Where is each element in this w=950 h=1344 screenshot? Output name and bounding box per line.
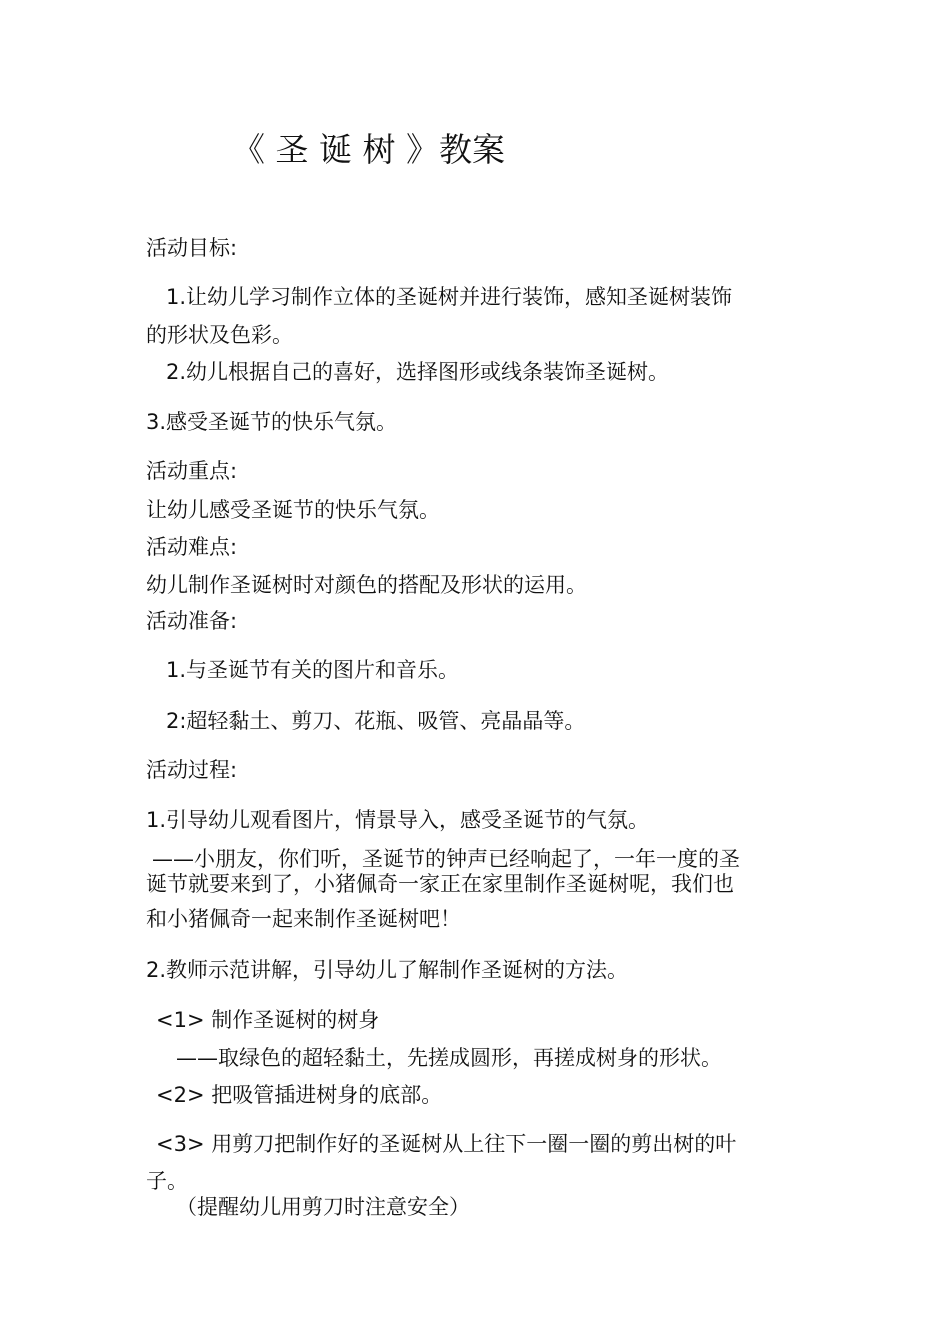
goal-item-3: 3.感受圣诞节的快乐气氛。 (146, 410, 398, 434)
key-point-heading: 活动重点: (146, 459, 238, 483)
preparation-heading: 活动准备: (146, 609, 238, 633)
preparation-item-1: 1.与圣诞节有关的图片和音乐。 (166, 658, 460, 682)
process-sub-step-1: <1> 制作圣诞树的树身 (156, 1008, 380, 1032)
process-sub-step-3-line-2: 子。 (146, 1169, 188, 1193)
preparation-item-2: 2:超轻黏土、剪刀、花瓶、吸管、亮晶晶等。 (166, 709, 586, 733)
process-heading: 活动过程: (146, 758, 238, 782)
process-sub-step-3-note: （提醒幼儿用剪刀时注意安全） (176, 1195, 470, 1219)
process-sub-step-2: <2> 把吸管插进树身的底部。 (156, 1083, 443, 1107)
goals-heading: 活动目标: (146, 236, 238, 260)
process-step-1: 1.引导幼儿观看图片，情景导入，感受圣诞节的气氛。 (146, 808, 650, 832)
difficulty-heading: 活动难点: (146, 535, 238, 559)
process-step-1-quote-line-3: 和小猪佩奇一起来制作圣诞树吧！ (146, 907, 461, 931)
goal-item-2: 2.幼儿根据自己的喜好，选择图形或线条装饰圣诞树。 (166, 360, 670, 384)
process-step-2: 2.教师示范讲解，引导幼儿了解制作圣诞树的方法。 (146, 958, 629, 982)
difficulty-text: 幼儿制作圣诞树时对颜色的搭配及形状的运用。 (146, 573, 587, 597)
process-sub-step-3-line-1: <3> 用剪刀把制作好的圣诞树从上往下一圈一圈的剪出树的叶 (156, 1132, 737, 1156)
process-step-1-quote-line-1: ——小朋友，你们听，圣诞节的钟声已经响起了，一年一度的圣 (152, 847, 740, 871)
document-title: 《 圣 诞 树 》教案 (232, 130, 505, 169)
goal-item-1-line-1: 1.让幼儿学习制作立体的圣诞树并进行装饰，感知圣诞树装饰 (166, 285, 733, 309)
key-point-text: 让幼儿感受圣诞节的快乐气氛。 (146, 498, 440, 522)
goal-item-1-line-2: 的形状及色彩。 (146, 323, 293, 347)
process-sub-step-1-detail: ——取绿色的超轻黏土，先搓成圆形，再搓成树身的形状。 (176, 1046, 722, 1070)
process-step-1-quote-line-2: 诞节就要来到了，小猪佩奇一家正在家里制作圣诞树呢，我们也 (146, 872, 734, 896)
